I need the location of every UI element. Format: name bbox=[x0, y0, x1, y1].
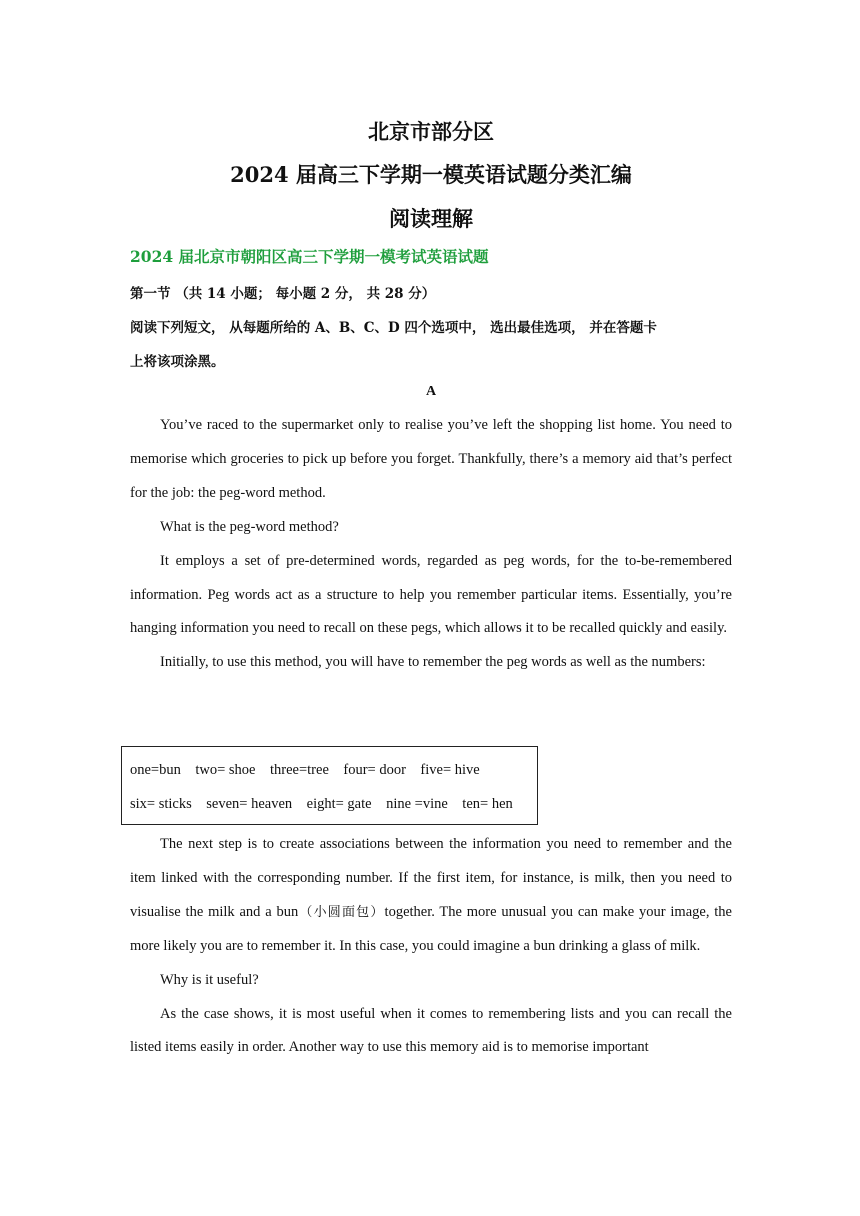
part-heading: 第一节 （共 14 小题； 每小题 2 分， 共 28 分） bbox=[130, 286, 436, 302]
instructions-line-2: 上将该项涂黑。 bbox=[130, 354, 225, 370]
peg-word-row: six= sticks seven= heaven eight= gate nine =vine ten= hen bbox=[130, 796, 513, 812]
peg-word-box bbox=[121, 746, 538, 825]
paragraph-text: together. The more unusual you can make your image, the more likely you are to remember it. In this case, you could imagine a bun drinking a glass of milk. bbox=[130, 903, 732, 954]
paragraph-question-heading: Why is it useful? bbox=[160, 971, 259, 988]
document-title-region: 北京市部分区 bbox=[368, 119, 494, 144]
paragraph: It employs a set of pre-determined words, regarded as peg words, for the to-be-remembered information. Peg words act as a structure to help you remember particular items. Essentially, you’re hanging information you need to recall on these pegs, which allows it to be recalled quickly and easily. bbox=[130, 552, 732, 637]
document-title-topic: 阅读理解 bbox=[389, 206, 473, 231]
paragraph: You’ve raced to the supermarket only to realise you’ve left the shopping list home. You need to memorise which groceries to pick up before you forget. Thankfully, there’s a memory aid that’s perfect for the job: the peg-word method. bbox=[130, 417, 732, 501]
passage-body-top bbox=[130, 409, 732, 680]
passage-letter: A bbox=[425, 384, 437, 399]
paragraph: As the case shows, it is most useful when it comes to remembering lists and you can recall the listed items easily in order. Another way to use this memory aid is to memorise important bbox=[130, 1005, 732, 1056]
paragraph-question-heading: What is the peg-word method? bbox=[160, 518, 339, 535]
paragraph bbox=[130, 828, 732, 964]
passage-body-bottom bbox=[130, 828, 732, 1065]
section-title: 2024 届北京市朝阳区高三下学期一模考试英语试题 bbox=[130, 247, 489, 266]
paragraph-text: The next step is to create associations between the information you need to remember and the item linked with the corresponding number. If the first item, for instance, is milk, then you need to visualise the milk and a bun bbox=[130, 836, 732, 920]
paragraph: Initially, to use this method, you will have to remember the peg words as well as the numbers: bbox=[160, 654, 706, 671]
instructions-line-1: 阅读下列短文， 从每题所给的 A、B、C、D 四个选项中， 选出最佳选项， 并在答题卡 bbox=[130, 320, 657, 336]
peg-word-row: one=bun two= shoe three=tree four= door five= hive bbox=[130, 762, 480, 778]
document-title-exam: 2024 届高三下学期一模英语试题分类汇编 bbox=[230, 162, 632, 187]
chinese-gloss: （小圆面包） bbox=[298, 904, 385, 920]
